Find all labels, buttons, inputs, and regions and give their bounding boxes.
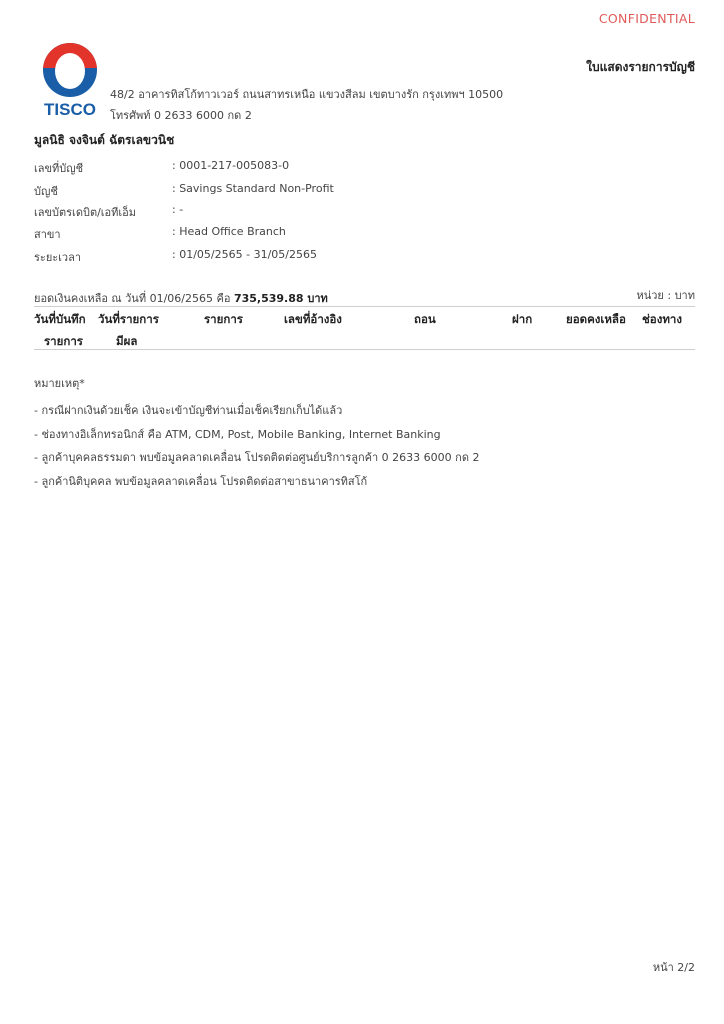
debit-card-value: : - [172,203,184,216]
note-item: - กรณีฝากเงินด้วยเช็ค เงินจะเข้าบัญชีท่านเมื่อเช็คเรียกเก็บได้แล้ว [34,404,343,417]
account-type-label: บัญชี [34,185,58,198]
col-effective-date-line2: มีผล [116,334,138,348]
confidential-label: CONFIDENTIAL [598,11,695,26]
account-number-value: : 0001-217-005083-0 [172,159,290,172]
col-deposit: ฝาก [512,312,533,326]
col-withdraw: ถอน [414,312,436,326]
col-reference: เลขที่อ้างอิง [284,312,342,326]
col-channel: ช่องทาง [642,312,682,326]
col-description: รายการ [204,312,243,326]
period-label: ระยะเวลา [34,251,82,264]
branch-label: สาขา [34,228,61,241]
col-balance: ยอดคงเหลือ [566,312,626,326]
branch-value: : Head Office Branch [172,225,286,238]
bank-phone: โทรศัพท์ 0 2633 6000 กด 2 [110,109,252,122]
col-record-date-line1: วันที่บันทึก [34,312,86,326]
account-number-label: เลขที่บัญชี [34,162,84,175]
debit-card-label: เลขบัตรเดบิต/เอทีเอ็ม [34,206,137,219]
document-title: ใบแสดงรายการบัญชี [586,60,695,74]
tisco-logo [38,42,102,120]
table-top-rule [34,306,695,307]
note-item: - ช่องทางอิเล็กทรอนิกส์ คือ ATM, CDM, Post, Mobile Banking, Internet Banking [34,428,441,441]
page-number: หน้า 2/2 [652,961,695,974]
note-item: - ลูกค้านิติบุคคล พบข้อมูลคลาดเคลื่อน โปรดติดต่อสาขาธนาคารทิสโก้ [34,475,368,488]
currency-unit: หน่วย : บาท [636,289,695,302]
notes-title: หมายเหตุ* [34,377,85,390]
period-value: : 01/05/2565 - 31/05/2565 [172,248,317,261]
account-type-value: : Savings Standard Non-Profit [172,182,334,195]
col-effective-date-line1: วันที่รายการ [98,312,159,326]
account-holder-name: มูลนิธิ จงจินต์ ฉัตรเลขวนิช [34,133,175,147]
logo-wordmark: TISCO [44,100,96,119]
balance-summary [34,289,328,307]
table-bottom-rule [34,349,695,350]
note-item: - ลูกค้าบุคคลธรรมดา พบข้อมูลคลาดเคลื่อน โปรดติดต่อศูนย์บริการลูกค้า 0 2633 6000 กด 2 [34,451,480,464]
balance-amount: 735,539.88 บาท [233,292,328,305]
balance-prefix: ยอดเงินคงเหลือ ณ วันที่ 01/06/2565 คือ [34,292,234,305]
col-record-date-line2: รายการ [44,334,83,348]
bank-address: 48/2 อาคารทิสโก้ทาวเวอร์ ถนนสาทรเหนือ แขวงสีลม เขตบางรัก กรุงเทพฯ 10500 [110,88,504,101]
